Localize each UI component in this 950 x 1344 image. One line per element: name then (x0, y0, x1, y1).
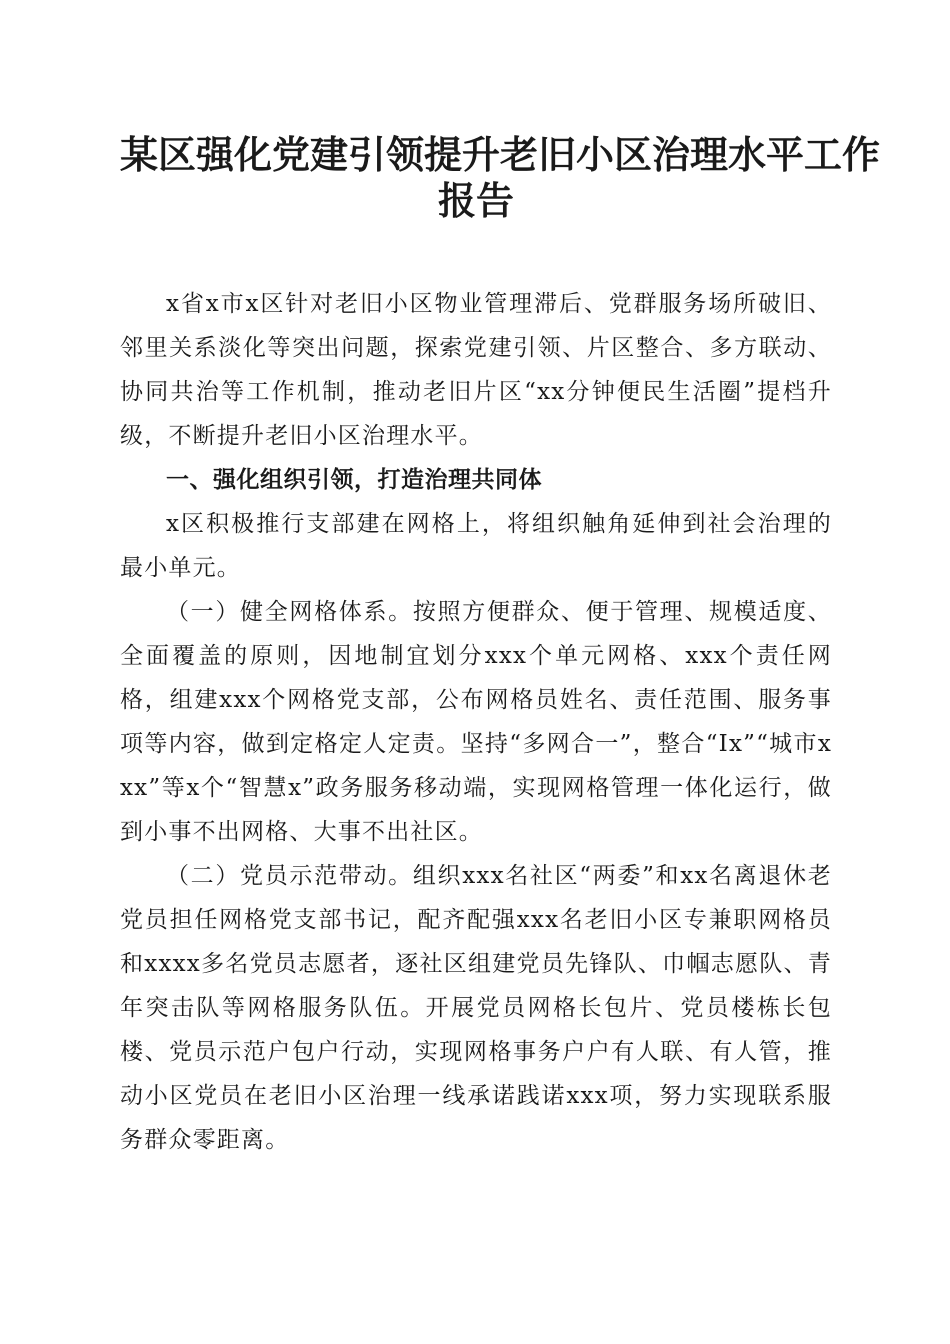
document-title (120, 132, 881, 224)
subsection-1-paragraph (120, 590, 832, 854)
subsection-2-text: 组织xxx名社区“两委”和xx名离退休老党员担任网格党支部书记，配齐配强xxx名老旧小区专兼职网格员和xxxx多名党员志愿者，逐社区组建党员先锋队、巾帼志愿队、青年突击队等网格服务队伍。开展党员网格长包片、党员楼栋长包楼、党员示范户包户行动，实现网格事务户户有人联、有人管，推动小区党员在老旧小区治理一线承诺践诺xxx项，努力实现联系服务群众零距离。 (120, 863, 833, 1153)
subsection-2-paragraph (120, 854, 832, 1162)
title-line-2: 报告 (437, 178, 514, 223)
document-body (120, 282, 832, 1162)
section-1-heading: 一、强化组织引领，打造治理共同体 (166, 467, 542, 493)
intro-paragraph: x省x市x区针对老旧小区物业管理滞后、党群服务场所破旧、邻里关系淡化等突出问题，探索党建引领、片区整合、多方联动、协同共治等工作机制，推动老旧片区“xx分钟便民生活圈”提档升级，不断提升老旧小区治理水平。 (120, 291, 832, 449)
subsection-1-text: 按照方便群众、便于管理、规模适度、全面覆盖的原则，因地制宜划分xxx个单元网格、xxx个责任网格，组建xxx个网格党支部，公布网格员姓名、责任范围、服务事项等内容，做到定格定人定责。坚持“多网合一”，整合“Ix”“城市xxx”等x个“智慧x”政务服务移动端，实现网格管理一体化运行，做到小事不出网格、大事不出社区。 (120, 599, 832, 845)
subsection-1-lead: （一）健全网格体系。 (166, 599, 413, 625)
title-line-1: 某区强化党建引领提升老旧小区治理水平工作 (120, 132, 881, 177)
subsection-2-lead: （二）党员示范带动。 (166, 863, 413, 889)
section-1-intro-paragraph: x区积极推行支部建在网格上，将组织触角延伸到社会治理的最小单元。 (120, 511, 832, 581)
document-page (120, 132, 881, 1162)
